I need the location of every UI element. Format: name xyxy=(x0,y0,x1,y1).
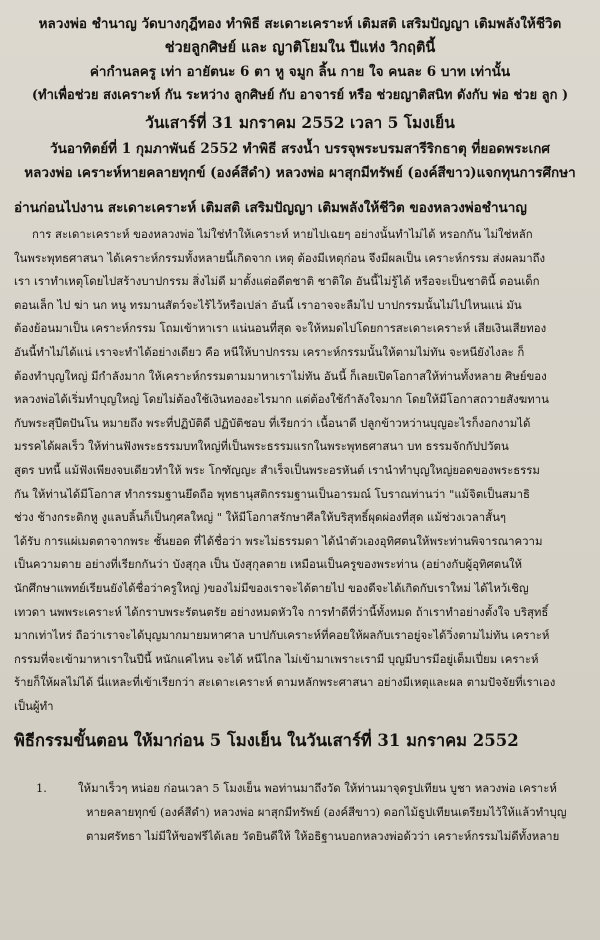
body-line: ตอนเล็ก ไป ฆ่า นก หนู ทรมานสัตว์จะไร้ไว้หรือเปล่า อันนี้ เราอาจจะลืมไป บาปกรรมนั้นไม่ไปไหนแน่ มัน xyxy=(14,297,522,312)
intro-body xyxy=(14,223,586,718)
body-line: เรา เราทำเหตุโดยไปสร้างบาปกรรม สิ่งไม่ดี มาตั้งแต่อดีตชาติ ชาติใด อันนี้ไม่รู้ได้ หรือจะเป็นชาตินี้ ตอนเด็ก xyxy=(14,274,540,289)
body-line: เป็นผู้ทำ xyxy=(14,698,54,713)
header-line-buddha-images: หลวงพ่อ เคราะห์หายคลายทุกข์ (องค์สีดำ) หลวงพ่อ ผาสุกมีทรัพย์ (องค์สีขาว)แจกทุนการศึกษา xyxy=(24,165,576,181)
body-line: กับพระสุปีตปันโน หมายถึง พระที่ปฏิบัติดี ปฏิบัติชอบ ที่เรียกว่า เนื้อนาดี ปลูกข้าวหว่านบุญอะไรก็งอกงามได้ xyxy=(14,415,531,430)
list-item-number: 1. xyxy=(36,781,47,796)
list-item-line: ให้มาเร็วๆ หน่อย ก่อนเวลา 5 โมงเย็น พอท่านมาถึงวัด ให้ท่านมาจุดรูปเทียน บูชา หลวงพ่อ เคราะห์ xyxy=(78,781,557,796)
body-line: นักศึกษาแพทย์เรียนยังได้ชื่อว่าครูใหญ่ )ของไม่มีของเราจะได้ตายไป ของดีจะได้เกิดกับเราใหม่ ได้ไหว้เชิญ xyxy=(14,580,529,595)
body-line: ในพระพุทธศาสนา ได้เคราะห์กรรมทั้งหลายนี้เกิดจาก เหตุ ต้องมีเหตุก่อน จึงมีผลเป็น เคราะห์กรรม ส่งผลมาถึง xyxy=(14,250,546,265)
list-item xyxy=(14,776,586,848)
list-item-line: ตามศรัทธา ไม่มีให้ขอฟรีได้เลย วัดยินดีให้ ให้อธิฐานบอกหลวงพ่อด้วว่า เคราะห์กรรมไม่ดีทั้งหลาย xyxy=(86,829,560,844)
body-line: เป็นความตาย อย่างที่เรียกกันว่า บังสุกุล เป็น บังสุกุลตาย เหมือนเป็นครูของพระท่าน (อย่างกับผู้อุทิศตนให้ xyxy=(14,557,523,572)
body-line: ช่วง ช้างกระดิกหู งูแลบลิ้นก็เป็นกุศลใหญ่ " ให้มีโอกาสรักษาศีลให้บริสุทธิ์ผุดผ่องที่สุด แม้ช่วงเวลาสั้นๆ xyxy=(14,510,507,525)
list-item-text xyxy=(78,776,566,848)
body-line: กรรมที่จะเข้ามาหาเราในปีนี้ หนักแค่ไหน จะได้ หนีไกล ไม่เข้ามาเพราะเรามี บุญมีบารมีอยู่เต็มเปี่ยม เคราะห์ xyxy=(14,651,539,666)
body-line: อันนี้ทำไม่ได้แน่ เราจะทำได้อย่างเดียว คือ หนีให้บาปกรรม เคราะห์กรรมนั้นให้ตามไม่ทัน จะหนียังไงละ ก็ xyxy=(14,344,525,359)
header-line-fee: ค่ากำนลครู เท่า อายัตนะ 6 ตา หู จมูก ลิ้น กาย ใจ คนละ 6 บาท เท่านั้น xyxy=(89,64,511,80)
body-line: มรรคได้ผลเร็ว ให้ท่านฟังพระธรรมบทใหญ่ที่เป็นพระธรรมแรกในพระพุทธศาสนา บท ธรรมจักกัปปวัตน xyxy=(14,439,509,454)
body-line: ร้ายก็ให้ผลไม่ได้ นี่แหละที่เข้าเรียกว่า สะเดาะเคราะห์ ตามหลักพระศาสนา อย่างมีเหตุและผล ตามปัจจัยที่เราเอง xyxy=(14,675,556,690)
body-line: ต้องย้อนมาเป็น เคราะห์กรรม โถมเข้าหาเรา แน่นอนที่สุด จะให้หมดไปโดยการสะเดาะเคราะห์ เสียเงินเสียทอง xyxy=(14,321,547,336)
list-item-line: หายคลายทุกข์ (องค์สีดำ) หลวงพ่อ ผาสุกมีทรัพย์ (องค์สีขาว) ดอกไม้ธูปเทียนเตรียมไว้ให้แล้วทำบุญ xyxy=(86,805,567,820)
body-line: การ สะเดาะเคราะห์ ของหลวงพ่อ ไม่ใช่ทำให้เคราะห์ หายไปเฉยๆ อย่างนั้นทำไม่ได้ หรอกกัน ไม่ใช่หลัก xyxy=(32,227,533,241)
body-line: หลวงพ่อได้เริ่มทำบุญใหญ่ โดยไม่ต้องใช้เงินทองอะไรมาก แต่ต้องใช้กำลังใจมาก โดยให้มีโอกาสถวายสังฆทาน xyxy=(14,392,549,407)
header-line-ceremony: หลวงพ่อ ชำนาญ วัดบางกุฎีทอง ทำพิธี สะเดาะเคราะห์ เติมสติ เสริมปัญญา เติมพลังให้ชีวิต xyxy=(38,16,562,32)
intro-heading: อ่านก่อนไปงาน สะเดาะเคราะห์ เติมสติ เสริมปัญญา เติมพลังให้ชีวิต ของหลวงพ่อชำนาญ xyxy=(14,200,527,216)
body-line: ได้รับ การแผ่เมตตาจากพระ ชั้นยอด ที่ได้ชื่อว่า พระไม่ธรรมดา ได้นำตัวเองอุทิศตนให้พระท่านพิจารณาความ xyxy=(14,533,543,548)
procedure-list xyxy=(14,776,586,848)
body-line: เทวดา นพพระเคราะห์ ได้กราบพระรัตนตรัย อย่างหมดหัวใจ การทำดีที่ว่านี้ทั้งหมด ถ้าเราทำอย่างตั้งใจ บริสุทธิ์ xyxy=(14,604,549,619)
announcement-header xyxy=(14,12,586,185)
header-line-sunday-rite: วันอาทิตย์ที่ 1 กุมภาพันธ์ 2552 ทำพิธี สรงน้ำ บรรจุพระบรมสารีริกธาตุ ที่ยอดพระเกศ xyxy=(50,141,550,157)
body-line: สูตร บทนี้ แม้ฟังเพียงจบเดียวทำให้ พระ โกฑัญญะ สำเร็จเป็นพระอรหันต์ เรานำทำบุญใหญ่ยอดของพระธรรม xyxy=(14,462,540,477)
body-line: มากเท่าไหร่ ถือว่าเราจะได้บุญมากมายมหาศาล บาปกับเคราะห์ที่คอยให้ผลกับเราอยู่จะได้วิ่งตามไม่ทัน เคราะห์ xyxy=(14,628,550,643)
header-line-purpose: ช่วยลูกศิษย์ และ ญาติโยมใน ปีแห่ง วิกฤตินี้ xyxy=(164,39,436,56)
body-line: ต้องทำบุญใหญ่ มีกำลังมาก ให้เคราะห์กรรมตามมาหาเราไม่ทัน อันนี้ ก็เลยเปิดโอกาสให้ท่านทั้งหลาย ศิษย์ของ xyxy=(14,368,547,383)
header-line-date: วันเสาร์ที่ 31 มกราคม 2552 เวลา 5 โมงเย็น xyxy=(145,113,455,132)
procedure-heading: พิธีกรรมขั้นตอน ให้มาก่อน 5 โมงเย็น ในวันเสาร์ที่ 31 มกราคม 2552 xyxy=(14,731,519,751)
body-line: กัน ให้ท่านได้มีโอกาส ทำกรรมฐานยึดถือ พุทธานุสติกรรมฐานเป็นอารมณ์ โบราณท่านว่า "แม้จิตเป็นสมาธิ xyxy=(14,486,530,501)
header-line-note: (ทำเพื่อช่วย สงเคราะห์ กัน ระหว่าง ลูกศิษย์ กับ อาจารย์ หรือ ช่วยญาติสนิท ดังกับ พ่อ ช่วย ลูก ) xyxy=(31,88,569,103)
